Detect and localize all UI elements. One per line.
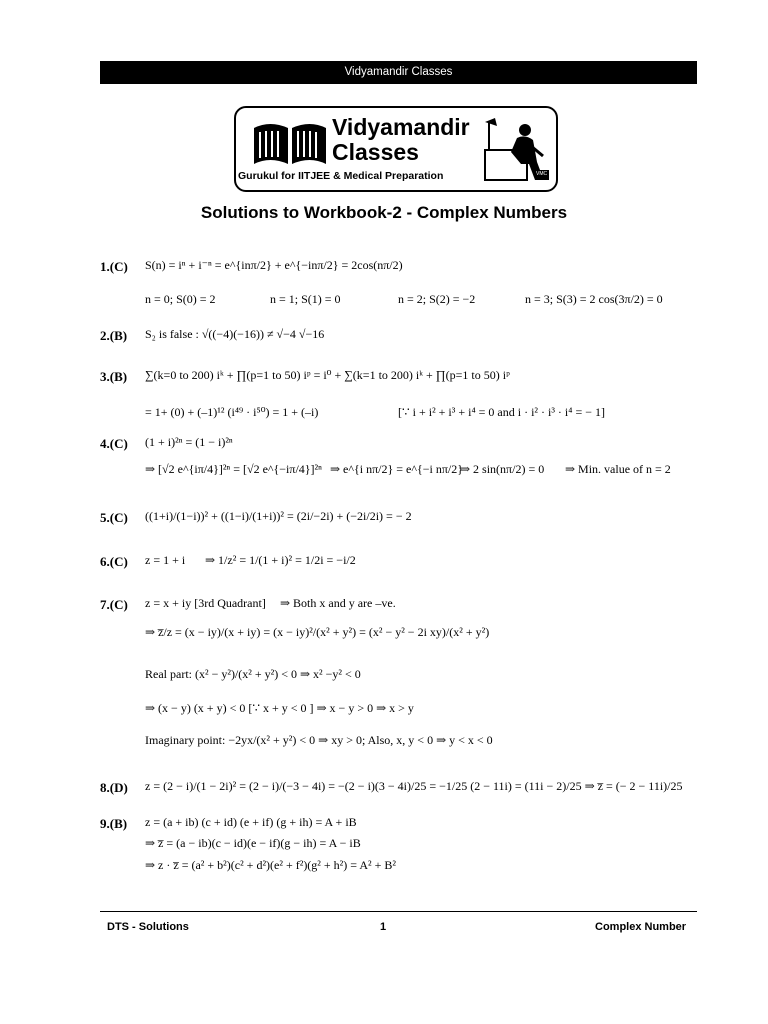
solution-line: z = (2 − i)/(1 − 2i)² = (2 − i)/(−3 − 4i) = −(2 − i)(3 − 4i)/25 = −1/25 (2 − 11i) = (11i − 2)/25 ⇒ z̅ = (− 2 − 11i)/25: [145, 779, 683, 793]
page-title: Solutions to Workbook-2 - Complex Numbers: [200, 203, 568, 222]
logo: [234, 106, 558, 192]
solution-number: 3.(B): [100, 369, 128, 384]
header-bar: [100, 61, 697, 84]
solution-number: 9.(B): [100, 816, 128, 831]
solution-line: ⇒ Both x and y are –ve.: [280, 596, 396, 610]
book-icon: [250, 120, 330, 166]
solution-line: ⇒ Min. value of n = 2: [565, 462, 671, 476]
solution-line: ⇒ [√2 e^{iπ/4}]²ⁿ = [√2 e^{−iπ/4}]²ⁿ: [145, 462, 322, 476]
logo-tagline: Gurukul for IITJEE & Medical Preparation: [238, 170, 444, 182]
solution-line: [∵ i + i² + i³ + i⁴ = 0 and i · i² · i³ · i⁴ = − 1]: [398, 405, 605, 419]
solution-line: n = 2; S(2) = −2: [398, 292, 476, 306]
solution-line: (1 + i)²ⁿ = (1 − i)²ⁿ: [145, 435, 233, 449]
solution-line: = 1+ (0) + (–1)¹² (i⁴⁹ · i⁵⁰) = 1 + (–i): [145, 405, 319, 419]
footer-left: DTS - Solutions: [107, 921, 189, 933]
solution-line: Imaginary point: −2yx/(x² + y²) < 0 ⇒ xy > 0; Also, x, y < 0 ⇒ y < x < 0: [145, 733, 493, 747]
solution-number: 8.(D): [100, 780, 128, 795]
solution-line: ⇒ z̅/z = (x − iy)/(x + iy) = (x − iy)²/(x² + y²) = (x² − y² − 2i xy)/(x² + y²): [145, 625, 490, 639]
solution-line: S₂ is false : √((−4)(−16)) ≠ √−4 √−16: [145, 327, 325, 341]
solution-line: ⇒ z · z̅ = (a² + b²)(c² + d²)(e² + f²)(g² + h²) = A² + B²: [145, 858, 397, 872]
solution-line: S(n) = iⁿ + i⁻ⁿ = e^{inπ/2} + e^{−inπ/2} = 2cos(nπ/2): [145, 258, 403, 272]
footer-divider: [100, 911, 697, 912]
solution-line: n = 3; S(3) = 2 cos(3π/2) = 0: [525, 292, 663, 306]
solution-number: 6.(C): [100, 554, 128, 569]
solution-line: z = x + iy [3rd Quadrant]: [145, 596, 266, 610]
solution-line: z = 1 + i: [145, 553, 186, 567]
solution-line: ⇒ z̅ = (a − ib)(c − id)(e − if)(g − ih) = A − iB: [145, 836, 361, 850]
solution-line: ⇒ e^{i nπ/2} = e^{−i nπ/2}: [330, 462, 463, 476]
solution-line: ⇒ 2 sin(nπ/2) = 0: [460, 462, 545, 476]
footer-right: Complex Number: [595, 921, 687, 933]
solution-number: 7.(C): [100, 597, 128, 612]
solution-line: ∑(k=0 to 200) iᵏ + ∏(p=1 to 50) iᵖ = i⁰ + ∑(k=1 to 200) iᵏ + ∏(p=1 to 50) iᵖ: [145, 368, 510, 382]
solution-line: n = 0; S(0) = 2: [145, 292, 216, 306]
solution-line: ⇒ (x − y) (x + y) < 0 [∵ x + y < 0 ] ⇒ x − y > 0 ⇒ x > y: [145, 701, 414, 715]
page-number: 1: [380, 921, 387, 933]
solution-number: 4.(C): [100, 436, 128, 451]
solution-line: ⇒ 1/z² = 1/(1 + i)² = 1/2i = −i/2: [205, 553, 356, 567]
solution-line: ((1+i)/(1−i))² + ((1−i)/(1+i))² = (2i/−2i) + (−2i/2i) = − 2: [145, 509, 412, 523]
logo-badge: VMC: [536, 171, 548, 177]
solution-line: Real part: (x² − y²)/(x² + y²) < 0 ⇒ x² −y² < 0: [145, 667, 361, 681]
solution-number: 1.(C): [100, 259, 128, 274]
solution-line: n = 1; S(1) = 0: [270, 292, 341, 306]
solution-number: 2.(B): [100, 328, 128, 343]
solution-number: 5.(C): [100, 510, 128, 525]
logo-name-line2: Classes: [332, 139, 419, 165]
header-title: Vidyamandir Classes: [344, 66, 453, 78]
logo-name-line1: Vidyamandir: [332, 114, 470, 140]
solution-line: z = (a + ib) (c + id) (e + if) (g + ih) = A + iB: [145, 815, 357, 829]
